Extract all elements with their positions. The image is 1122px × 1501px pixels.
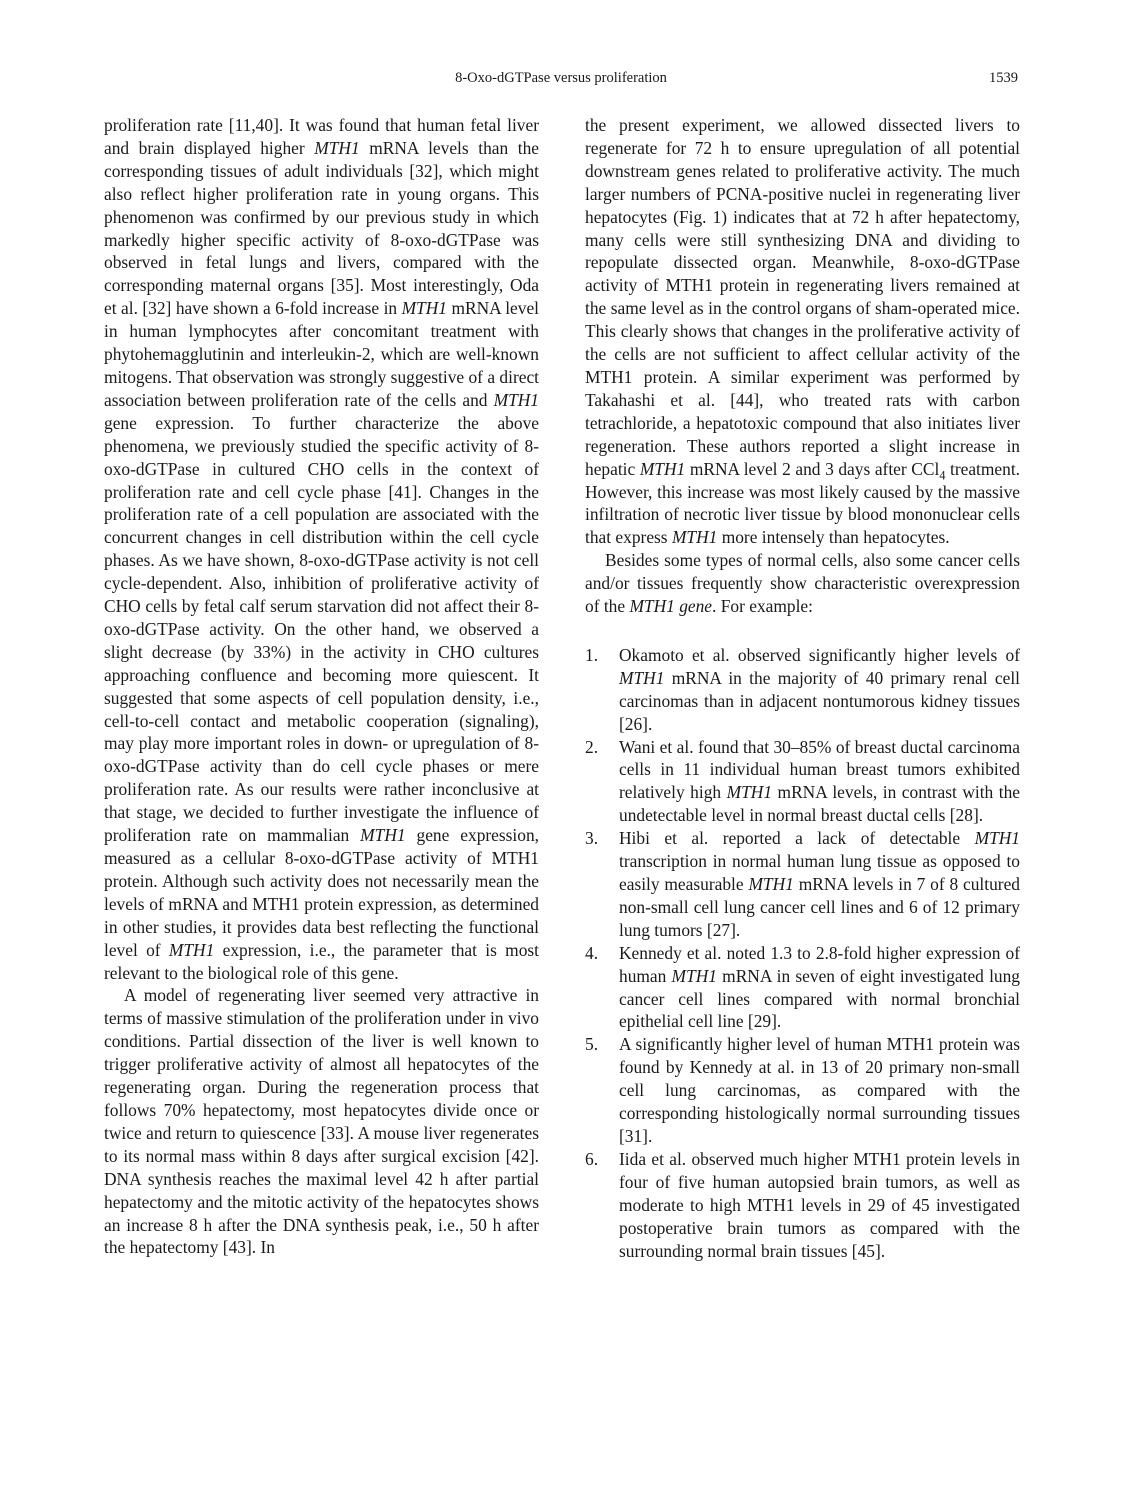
text-run: treatment. However, this increase was most likely caused by the massive infiltration of necrotic liver tissue by blood mononuclear cells that express bbox=[585, 458, 1020, 548]
text-run: transcription in normal human lung tissue as opposed to easily measurable bbox=[619, 851, 1020, 894]
page-header bbox=[104, 70, 1018, 90]
gene-name: MTH1 bbox=[726, 782, 773, 803]
list-number: 6. bbox=[585, 1148, 599, 1169]
text-run: gene expression, measured as a cellular 8-oxo-dGTPase activity of MTH1 protein. Although such activity does not necessarily mean the levels of mRNA and MTH1 protein expression, as determined in other studies, it provides data best reflecting the functional level of bbox=[104, 825, 539, 960]
gene-name: MTH1 bbox=[619, 667, 665, 688]
left-column bbox=[104, 114, 539, 1259]
gene-name: MTH1 bbox=[401, 298, 447, 319]
gene-name: MTH1 bbox=[748, 874, 794, 894]
running-title: 8-Oxo-dGTPase versus proliferation bbox=[455, 70, 667, 86]
text-run: mRNA level 2 and 3 days after CCl bbox=[685, 458, 940, 479]
list-number: 4. bbox=[585, 942, 599, 963]
gene-name: MTH1 bbox=[639, 458, 686, 479]
text-run: more intensely than hepatocytes. bbox=[717, 527, 950, 548]
subscript: 4 bbox=[939, 468, 946, 483]
right-column bbox=[585, 114, 1020, 1262]
list-item bbox=[585, 1033, 1020, 1148]
text-run: mRNA levels in 7 of 8 cultured non-small cell lung cancer cell lines and 6 of 12 primary lung tumors [27]. bbox=[619, 874, 1020, 940]
text-run: mRNA in seven of eight investigated lung cancer cell lines compared with normal bronchial epithelial cell line [29]. bbox=[619, 965, 1020, 1032]
list-text bbox=[619, 644, 1020, 736]
paragraph bbox=[585, 114, 1020, 549]
text-run: Kennedy et al. noted 1.3 to 2.8-fold higher expression of human bbox=[619, 942, 1020, 986]
text-run: the present experiment, we allowed dissected livers to regenerate for 72 h to ensure upregulation of all potential downstream genes related to proliferative activity. The much larger numbers of PCNA-positive nuclei in regenerating liver hepatocytes (Fig. 1) indicates that at 72 h after hepatectomy, many cells were still synthesizing DNA and dividing to repopulate dissected organ. Meanwhile, 8-oxo-dGTPase activity of MTH1 protein in regenerating livers remained at the same level as in the control organs of sham-operated mice. This clearly shows that changes in the proliferative activity of the cells are not sufficient to affect cellular activity of the MTH1 protein. A similar experiment was performed by Takahashi et al. [44], who treated rats with carbon tetrachloride, a hepatotoxic compound that also initiates liver regeneration. These authors reported a slight increase in hepatic bbox=[585, 115, 1020, 479]
text-run: . For example: bbox=[712, 596, 813, 617]
list-text bbox=[619, 1148, 1020, 1263]
text-run: proliferation rate [11,40]. It was found that human fetal liver and brain displayed higher bbox=[104, 115, 539, 158]
paragraph bbox=[104, 114, 539, 984]
gene-name: MTH1 gene bbox=[629, 596, 713, 617]
list-text bbox=[619, 827, 1020, 942]
text-run: mRNA levels than the corresponding tissues of adult individuals [32], which might also reflect higher proliferation rate in young organs. This phenomenon was confirmed by our previous study in which markedly higher specific activity of 8-oxo-dGTPase was observed in fetal lungs and livers, compared with the corresponding maternal organs [35]. Most interestingly, Oda et al. [32] have shown a 6-fold increase in bbox=[104, 137, 539, 319]
gene-name: MTH1 bbox=[974, 828, 1020, 849]
text-run: Wani et al. found that 30–85% of breast ductal carcinoma cells in 11 individual human breast tumors exhibited relatively high bbox=[619, 736, 1020, 803]
text-run: Besides some types of normal cells, also some cancer cells and/or tissues frequently show characteristic overexpression of the bbox=[585, 550, 1020, 617]
list-number: 2. bbox=[585, 736, 599, 757]
text-run: expression, i.e., the parameter that is most relevant to the biological role of this gene. bbox=[104, 939, 539, 983]
text-run: gene expression. To further characterize the above phenomena, we previously studied the specific activity of 8-oxo-dGTPase in cultured CHO cells in the context of proliferation rate and cell cycle phase [41]. Changes in the proliferation rate of a cell population are associated with the concurrent changes in cell distribution within the cell cycle phases. As we have shown, 8-oxo-dGTPase activity is not cell cycle-dependent. Also, inhibition of proliferative activity of CHO cells by fetal calf serum starvation did not affect their 8-oxo-dGTPase activity. On the other hand, we observed a slight decrease (by 33%) in the activity in CHO cultures approaching confluence and becoming more quiescent. It suggested that some aspects of cell population density, i.e., cell-to-cell contact and metabolic cooperation (signaling), may play more important roles in down- or upregulation of 8-oxo-dGTPase activity than do cell cycle phases or mere proliferation rate. As our results were rather inconclusive at that stage, we decided to further investigate the influence of proliferation rate on mammalian bbox=[104, 412, 539, 846]
list-item bbox=[585, 942, 1020, 1034]
gene-name: MTH1 bbox=[314, 137, 360, 158]
list-text bbox=[619, 942, 1020, 1034]
gene-name: MTH1 bbox=[493, 389, 539, 410]
text-run: Iida et al. observed much higher MTH1 protein levels in four of five human autopsied brain tumors, as well as moderate to high MTH1 levels in 29 of 45 investigated postoperative brain tumors as compared with the surrounding normal brain tissues [45]. bbox=[619, 1148, 1020, 1261]
page-number: 1539 bbox=[989, 70, 1018, 86]
list-item bbox=[585, 736, 1020, 828]
gene-name: MTH1 bbox=[671, 965, 717, 986]
text-run: Hibi et al. reported a lack of detectable bbox=[619, 828, 975, 849]
numbered-list bbox=[585, 644, 1020, 1262]
paragraph: A model of regenerating liver seemed very attractive in terms of massive stimulation of the proliferation under in vivo conditions. Partial dissection of the liver is well known to trigger proliferative activity of almost all hepatocytes of the regenerating organ. During the regeneration process that follows 70% hepatectomy, most hepatocytes divide once or twice and return to quiescence [33]. A mouse liver regenerates to its normal mass within 8 days after surgical excision [42]. DNA synthesis reaches the maximal level 42 h after partial hepatectomy and the mitotic activity of the hepatocytes shows an increase 8 h after the DNA synthesis peak, i.e., 50 h after the hepatectomy [43]. In bbox=[104, 985, 539, 1258]
gene-name: MTH1 bbox=[360, 825, 406, 846]
text-run: mRNA level in human lymphocytes after concomitant treatment with phytohemagglutinin and interleukin-2, which are well-known mitogens. That observation was strongly suggestive of a direct association between proliferation rate of the cells and bbox=[104, 298, 539, 410]
list-item bbox=[585, 644, 1020, 736]
paragraph bbox=[585, 549, 1020, 618]
text-run: Okamoto et al. observed significantly higher levels of bbox=[619, 644, 1020, 665]
gene-name: MTH1 bbox=[168, 939, 215, 960]
list-number: 3. bbox=[585, 828, 599, 849]
text-run: A significantly higher level of human MTH1 protein was found by Kennedy at al. in 13 of 20 primary non-small cell lung carcinomas, as compared with the corresponding histologically normal surrounding tissues [31]. bbox=[619, 1034, 1020, 1146]
text-run: mRNA levels, in contrast with the undetectable level in normal breast ductal cells [28]. bbox=[619, 782, 1021, 826]
list-text bbox=[619, 1033, 1020, 1148]
list-item bbox=[585, 1148, 1020, 1263]
list-number: 5. bbox=[585, 1034, 599, 1055]
gene-name: MTH1 bbox=[671, 527, 718, 548]
list-text bbox=[619, 736, 1020, 828]
list-item bbox=[585, 827, 1020, 942]
text-run: mRNA in the majority of 40 primary renal cell carcinomas than in adjacent nontumorous kidney tissues [26]. bbox=[619, 667, 1020, 734]
list-number: 1. bbox=[585, 644, 599, 665]
